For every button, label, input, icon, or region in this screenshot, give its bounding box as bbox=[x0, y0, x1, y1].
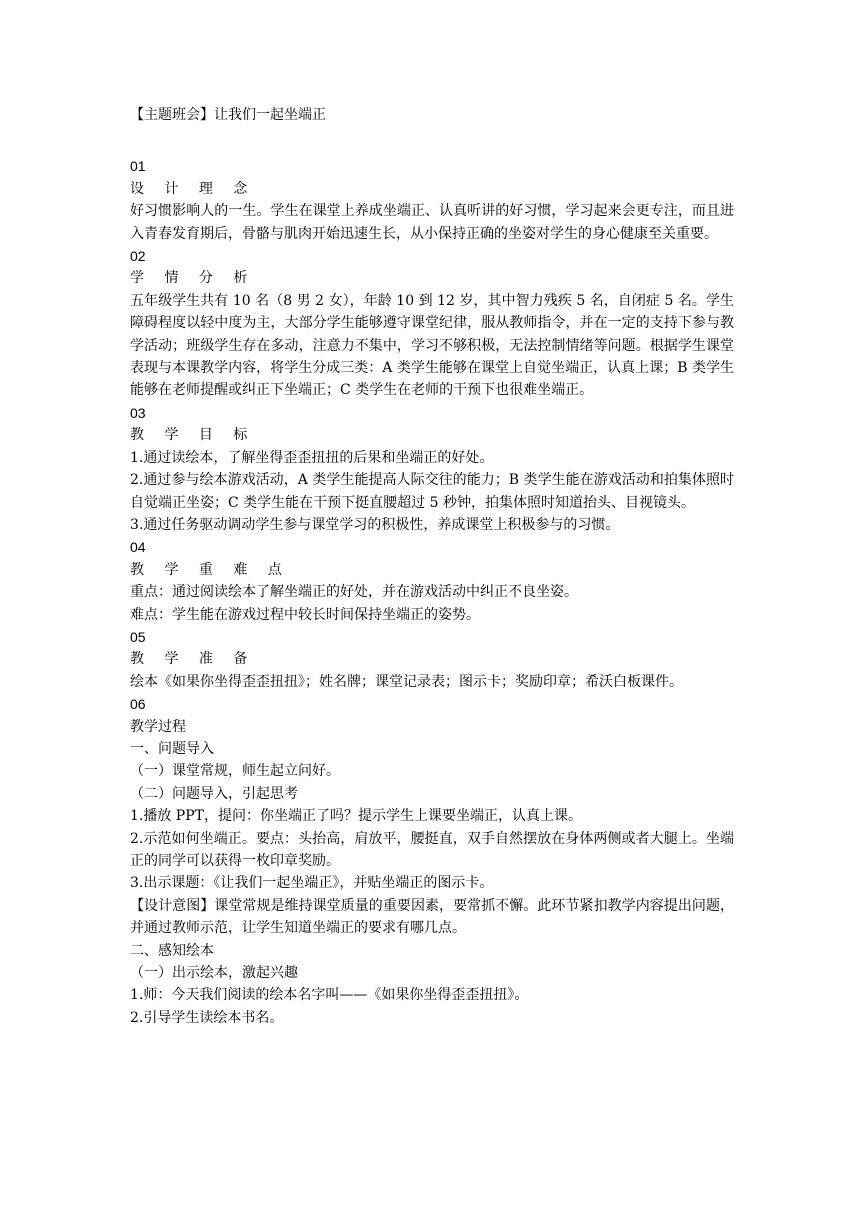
section-design-concept bbox=[130, 155, 734, 245]
section-paragraph: 五年级学生共有 10 名（8 男 2 女），年龄 10 到 12 岁，其中智力残疾 5 名，自闭症 5 名。学生障碍程度以轻中度为主，大部分学生能够遵守课堂纪律，服从教师指令，并在一定的支持下参与教学活动；班级学生存在多动，注意力不集中，学习不够积极，无法控制情绪等问题。根据学生课堂表现与本课教学内容，将学生分成三类：A 类学生能够在课堂上自觉坐端正，认真上课；B 类学生能够在老师提醒或纠正下坐端正；C 类学生在老师的干预下也很难坐端正。 bbox=[130, 292, 734, 399]
title-spacer bbox=[130, 126, 734, 155]
design-intent: 【设计意图】课堂常规是维持课堂质量的重要因素，要常抓不懈。此环节紧扣教学内容提出问题，并通过教师示范，让学生知道坐端正的要求有哪几点。 bbox=[130, 897, 734, 937]
process-step: 2.引导学生读绘本书名。 bbox=[130, 1009, 284, 1026]
section-teaching-process bbox=[130, 693, 734, 1029]
section-number: 05 bbox=[130, 628, 146, 645]
process-step: 1.师：今天我们阅读的绘本名字叫——《如果你坐得歪歪扭扭》。 bbox=[130, 987, 529, 1004]
goal-item: 3.通过任务驱动调动学生参与课堂学习的积极性，养成课堂上积极参与的习惯。 bbox=[130, 516, 620, 533]
section-heading: 设 计 理 念 bbox=[130, 180, 256, 197]
document-body bbox=[130, 104, 734, 1029]
goal-item: 2.通过参与绘本游戏活动，A 类学生能提高人际交往的能力；B 类学生能在游戏活动和拍集体照时自觉端正坐姿；C 类学生能在干预下挺直腰超过 5 秒钟，拍集体照时知道抬头、目视镜头。 bbox=[130, 472, 734, 511]
section-key-difficult-points bbox=[130, 536, 734, 626]
section-number: 04 bbox=[130, 539, 146, 556]
process-step: （二）问题导入，引起思考 bbox=[130, 785, 298, 802]
section-number: 06 bbox=[130, 696, 146, 713]
process-step: 1.播放 PPT，提问：你坐端正了吗？提示学生上课要坐端正，认真上课。 bbox=[130, 808, 582, 825]
section-heading: 学 情 分 析 bbox=[130, 270, 256, 287]
process-step: 一、问题导入 bbox=[130, 740, 214, 757]
process-step: （一）课堂常规，师生起立问好。 bbox=[130, 763, 340, 780]
section-student-analysis bbox=[130, 245, 734, 402]
section-heading: 教 学 目 标 bbox=[130, 427, 256, 444]
process-step: 2.示范如何坐端正。要点：头抬高，肩放平，腰挺直，双手自然摆放在身体两侧或者大腿上。坐端正的同学可以获得一枚印章奖励。 bbox=[130, 830, 734, 869]
section-heading: 教 学 准 备 bbox=[130, 651, 256, 668]
document-title: 【主题班会】让我们一起坐端正 bbox=[130, 107, 326, 123]
key-point: 重点：通过阅读绘本了解坐端正的好处，并在游戏活动中纠正不良坐姿。 bbox=[130, 584, 578, 601]
section-heading: 教学过程 bbox=[130, 718, 186, 735]
process-step: （一）出示绘本，激起兴趣 bbox=[130, 965, 298, 982]
goal-item: 1.通过读绘本，了解坐得歪歪扭扭的后果和坐端正的好处。 bbox=[130, 449, 494, 466]
difficult-point: 难点：学生能在游戏过程中较长时间保持坐端正的姿势。 bbox=[130, 606, 480, 623]
section-teaching-preparation bbox=[130, 626, 734, 693]
section-number: 02 bbox=[130, 248, 146, 265]
process-step: 二、感知绘本 bbox=[130, 942, 214, 959]
section-heading: 教 学 重 难 点 bbox=[130, 561, 290, 578]
section-number: 03 bbox=[130, 404, 146, 421]
section-paragraph: 绘本《如果你坐得歪歪扭扭》；姓名牌；课堂记录表；图示卡；奖励印章；希沃白板课件。 bbox=[130, 673, 683, 690]
section-paragraph: 好习惯影响人的一生。学生在课堂上养成坐端正、认真听讲的好习惯，学习起来会更专注，而且进入青春发育期后，骨骼与肌肉开始迅速生长，从小保持正确的坐姿对学生的身心健康至关重要。 bbox=[130, 203, 734, 242]
section-teaching-goals bbox=[130, 402, 734, 536]
section-number: 01 bbox=[130, 158, 146, 175]
process-step: 3.出示课题：《让我们一起坐端正》，并贴坐端正的图示卡。 bbox=[130, 875, 494, 892]
